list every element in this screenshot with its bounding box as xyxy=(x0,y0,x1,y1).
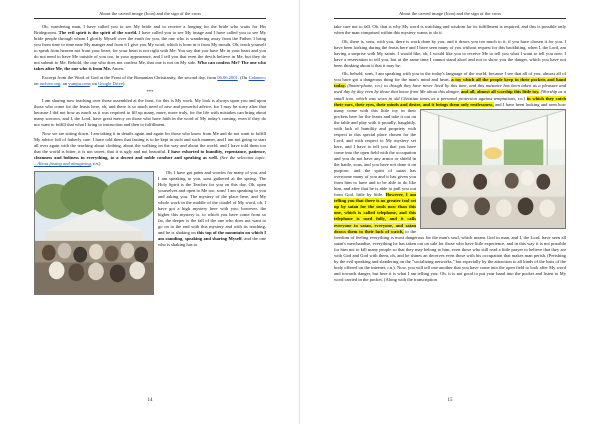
gathering-photo-art xyxy=(35,172,153,294)
header-rule-right xyxy=(334,18,566,19)
text-run: . (On xyxy=(237,74,249,80)
page-number-left: 14 xyxy=(147,398,153,403)
tent-photo xyxy=(420,109,566,229)
running-head-right: About the carved image (Icon) and the sign of the cross xyxy=(398,11,502,16)
text-run: to the freedom of feeling everything is most dangerous for the man's soul, which means God in man, and I, the Lord, have seen all satan's merchandise, everything he has taken out on sale for those who have little experience, and in this way it is not possible for him not to kill many people so that they may belong to him, even those who still read a little prayer to believe that they are with God and God with them, oh, and he shines an deceives even those with his occupation that makes man perish. (Perishing by the evil speaking and slandering on the "socializing networks," but especially by the attraction to all kinds of the lusts of the body offered on the internet, r.n.). Now, you will tell one another that you have come into the open field to look after My word and towards danger, but here it is what I am telling you: Oh, it is not good to put your hand into the pocket and listen to My word carried in the pocket, (Along with the transcription xyxy=(334,228,566,282)
bold-text: Who can confess Me? The one who takes after Me, the one who is from Me. xyxy=(34,60,266,72)
highlighted-text: and all, almost all worship this little toy. xyxy=(461,89,540,95)
fasting-topic-link[interactable]: ...About fasting and almsgiving xyxy=(34,160,91,166)
date-link[interactable]: 06.06.2001 xyxy=(217,74,238,80)
yumpu-link[interactable]: yumpu.com xyxy=(68,80,90,86)
text-run: (See the selection topic: xyxy=(217,154,266,160)
section-separator: *** xyxy=(146,89,154,95)
text-run: ; on xyxy=(89,80,98,86)
paragraph: take care not to fall. Oh, that is why My word is watching and wisdom for its fulfillment is required, and this is possible only when the man comprised within this mystery wants to do it. xyxy=(334,24,566,36)
archive-link[interactable]: archive.org xyxy=(39,80,61,86)
text-run: Excerpt from the Word of God at the Feast of the Romanian Christianity, the second day, from xyxy=(42,74,218,80)
text-run: Oh, behold, sons, I am speaking with you in the today's language of the world, because I see that all of you, almost all of you have got a dangerous thing for the man's mind and heart, xyxy=(334,71,566,83)
google-drive-link[interactable]: Google Drive xyxy=(97,80,123,86)
text-run: Oh, wandering man, I have called you to see My bride and to receive a longing for the bride who waits for His Bridegroom. xyxy=(34,24,266,36)
text-run: Oh, I have got pains and worries for many of you, and I am speaking to you, sons gathered at the spring. The Holy Spirit is the Teacher for you on this day. Oh, open yourselves and open to Me too, sons! I am speaking to you and asking you. The mystery of the place here, and My whole work in the middle of the citadel of My word, oh, I have got a high mystery here with you; however, the higher this mystery is, to which you have come from so far, the deeper is the fall of the one who does not want to go on to the end with this mystery and with its teaching, and he is shaking on xyxy=(158,169,266,235)
left-page-body xyxy=(34,24,266,296)
text-run: (Smart-phone, r.n.) so though they have never lived by this time, and this nuisance has been taken as a pleasure and used day by day even by those that know from Me about this danger, xyxy=(334,83,566,95)
highlighted-text: in which they catch their ears, their eyes, their minds and desire, and it brings them only restlessness, xyxy=(334,95,566,107)
text-run: and I have been looking and seen how many come with this little toy in their pockets here for the feasts and take it out on the table and play with it proudly, haughtily, with lack of humility and propriety with respect to this special place chosen for the Lord, and with respect to My mystery set here, and I have to tell you that you have come into the open field with the occupation and you do not have any armor or shield in the battle, sons, and you have not done it on purpose, and the spirit of satan has overcome many of you and it has given you from him to have and to be able to do like him, and after that he is able to pull you out from God, little by little. xyxy=(334,101,566,198)
paragraph xyxy=(34,24,266,72)
highlighted-text: a toy which all the people keep in their pockets and hand today. xyxy=(334,77,566,89)
text-run: Amen. xyxy=(110,66,124,72)
text-run: , r.n.) xyxy=(90,160,101,166)
calameo-link[interactable]: Calameo xyxy=(248,74,265,80)
text-run: ) xyxy=(122,80,125,86)
paragraph xyxy=(34,131,266,167)
running-head-left: About the carved image (Icon) and the sign of the cross xyxy=(98,11,202,16)
text-run: I have called you to see My image and I have called you to see My bride people through whom I glorify Myself over the earth for you, the one who is wandering away from the Father. I bring you from time to time near My manger and from it I give you My word, which is born in it from My mouth. Oh, teach yourself to speak from heaven not from your heart, for your heart is not right with Me. You say that you have Me in your heart and you do not need to have Me outside of you too, in your appearance, and I tell you that even the devils believe in Me, but they do not submit to Me. Behold, the one who does not confess Me, that one is not on My side. xyxy=(34,30,266,66)
text-run: Now we are sitting down. I am taking it in details again and again for those who know from Me and do not want to fulfill My advice full of fatherly care. I have told them that fasting is to be kept in such and such manner, and I am not going to start all over again with the teaching about clothing, about the walking on the way and about the world, and I have told them too that the world is bitter, it is not sweet, that it is ugly and not beautiful. xyxy=(34,130,266,154)
source-citation xyxy=(34,75,266,87)
paragraph: I am sharing now teaching over those assembled at the feast, for this is My work. My look is always upon you and upon those who come for the feasts here, oh, and there is so much need of new and powerful advice, for I may be sorry after that because I did not bow as much as it was required to fill up many, more, more truly, for the life with mistakes can bring about many sorrows, and I, the Lord, have great mercy on those who have faith in the word of My today's coming, even if they do not want to fulfill that what I bring to instruction and then to fulfillment. xyxy=(34,98,266,128)
text-run: ; on xyxy=(60,80,69,86)
text-run: (Worship as a small icon, which was worn in old Christian times as a personal protection against temptations, r.n.) xyxy=(334,89,566,101)
tent-photo-art xyxy=(421,110,565,228)
header-rule-left xyxy=(34,18,266,19)
page-number-right: 15 xyxy=(447,398,453,403)
gathering-photo xyxy=(34,171,154,295)
paragraph xyxy=(334,71,566,283)
highlighted-text: However, I am telling you that there is no greater tool set up by satan for the souls now than this one, which is called telephone, and this telephone is used fully, and it calls everyone to satan, everyone, and satan draws them to their lack of watch, xyxy=(334,192,417,234)
bold-text: this top of the mountain on which I am standing, speaking and sharing Myself xyxy=(158,230,267,242)
right-page-body xyxy=(334,24,566,285)
bold-text: The evil spirit is the spirit of the world. xyxy=(58,30,138,36)
right-page xyxy=(300,0,600,424)
bold-text: I have exhorted to humility, repentance, patience, cleanness and holiness in everything, to a decent and noble conduct and speaking as well. xyxy=(34,148,266,160)
text-run: , and the one who is shaking has to xyxy=(158,236,266,248)
paragraph xyxy=(34,170,266,249)
paragraph: Oh, there is, sons, with you, there is work done by you, and it draws you too much to it, if you have chosen it for you. I have been looking during the feasts here and I have seen many of you without request for this backbiting, when I, the Lord, am having a surprise with My saints. I would like, oh, I would like you to receive Me to tell you what I want to tell you now. I have a reservation to tell you, but at the same time I cannot stand aloof and not to show you the danger, which you have not been thinking about it that it may be. xyxy=(334,38,566,68)
text-run: ; on xyxy=(34,74,266,86)
